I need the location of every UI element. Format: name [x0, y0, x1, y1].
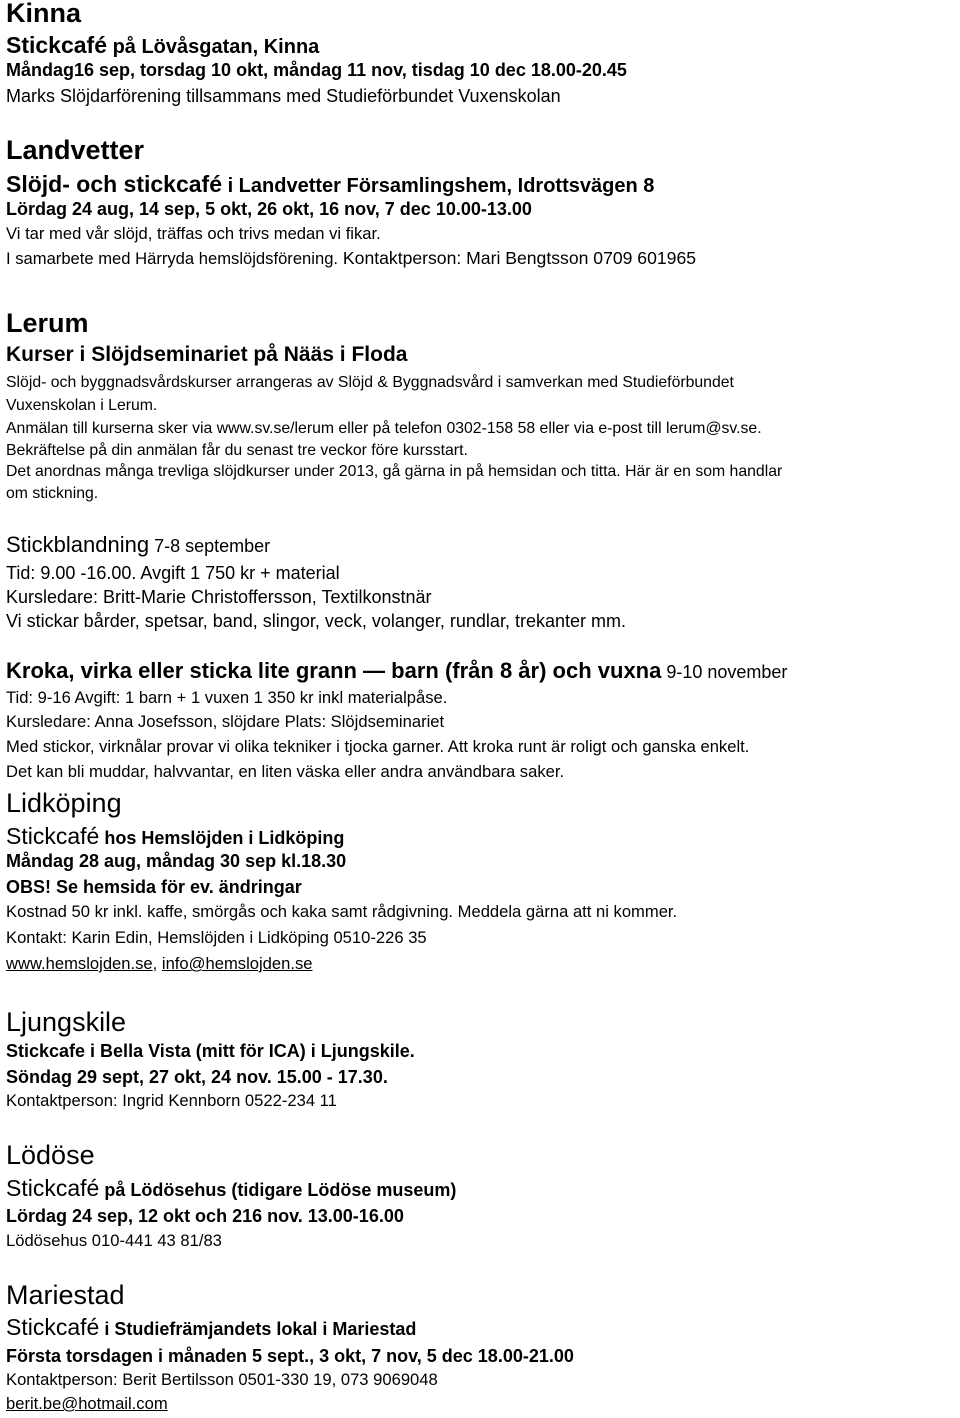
mariestad-title-rest: i Studiefrämjandets lokal i Mariestad	[99, 1319, 417, 1339]
mariestad-contact: Kontaktperson: Berit Bertilsson 0501-330 19, 073 9069048	[6, 1370, 438, 1389]
lodose-phone: Lödösehus 010-441 43 81/83	[6, 1231, 222, 1250]
landvetter-contact	[6, 250, 696, 268]
lodose-heading: Lödöse	[6, 1140, 95, 1170]
lidkoping-link-sep: ,	[152, 954, 162, 973]
ljungskile-title: Stickcafe i Bella Vista (mitt för ICA) i Ljungskile.	[6, 1041, 415, 1061]
landvetter-desc: Vi tar med vår slöjd, träffas och trivs medan vi fikar.	[6, 224, 381, 243]
course-kroka-dates: 9-10 november	[661, 662, 788, 682]
mariestad-email-link[interactable]: berit.be@hotmail.com	[6, 1394, 168, 1413]
mariestad-title	[6, 1316, 416, 1339]
kinna-title	[6, 34, 319, 57]
landvetter-dates: Lördag 24 aug, 14 sep, 5 okt, 26 okt, 16 nov, 7 dec 10.00-13.00	[6, 199, 532, 219]
course-kroka-desc-2: Det kan bli muddar, halvvantar, en liten väska eller andra användbara saker.	[6, 762, 565, 781]
lidkoping-cost: Kostnad 50 kr inkl. kaffe, smörgås och kaka samt rådgivning. Meddela gärna att ni kommer.	[6, 902, 678, 921]
lidkoping-title-rest: hos Hemslöjden i Lidköping	[99, 828, 345, 848]
lidkoping-title	[6, 825, 344, 848]
landvetter-title	[6, 173, 654, 196]
course-kroka-desc-1: Med stickor, virknålar provar vi olika tekniker i tjocka garner. Att kroka runt är roligt och ganska enkelt.	[6, 737, 750, 756]
lerum-line-4: Bekräftelse på din anmälan får du senast tre veckor före kursstart.	[6, 442, 468, 459]
course-kroka-title	[6, 660, 787, 682]
lidkoping-contact: Kontakt: Karin Edin, Hemslöjden i Lidköping 0510-226 35	[6, 928, 427, 947]
lodose-title-big: Stickcafé	[6, 1175, 100, 1201]
kinna-title-big: Stickcafé	[6, 32, 108, 58]
course-stickblandning-title	[6, 534, 270, 556]
landvetter-collab: I samarbete med Härryda hemslöjdsförening.	[6, 249, 339, 268]
course-stickblandning-dates: 7-8 september	[149, 536, 271, 556]
mariestad-heading: Mariestad	[6, 1280, 125, 1310]
mariestad-email-line	[6, 1396, 168, 1413]
course-kroka-time: Tid: 9-16 Avgift: 1 barn + 1 vuxen 1 350 kr inkl materialpåse.	[6, 688, 448, 707]
kinna-organizer: Marks Slöjdarförening tillsammans med Studieförbundet Vuxenskolan	[6, 86, 561, 106]
lodose-title	[6, 1177, 456, 1200]
course-stickblandning-time: Tid: 9.00 -16.00. Avgift 1 750 kr + material	[6, 563, 340, 583]
lidkoping-dates: Måndag 28 aug, måndag 30 sep kl.18.30	[6, 851, 347, 871]
lerum-subheading: Kurser i Slöjdseminariet på Nääs i Floda	[6, 343, 408, 366]
lodose-title-rest: på Lödösehus (tidigare Lödöse museum)	[99, 1180, 457, 1200]
landvetter-heading: Landvetter	[6, 135, 145, 165]
lidkoping-links	[6, 956, 313, 973]
lerum-line-2: Vuxenskolan i Lerum.	[6, 397, 158, 414]
landvetter-title-rest: i Landvetter Församlingshem, Idrottsvägen 8	[222, 175, 655, 197]
lerum-line-6: om stickning.	[6, 485, 99, 502]
ljungskile-dates: Söndag 29 sept, 27 okt, 24 nov. 15.00 - 17.30.	[6, 1067, 388, 1087]
course-kroka-teacher: Kursledare: Anna Josefsson, slöjdare Plats: Slöjdseminariet	[6, 712, 445, 731]
landvetter-title-big: Slöjd- och stickcafé	[6, 171, 223, 197]
course-stickblandning-name: Stickblandning	[6, 532, 150, 557]
landvetter-contact-person: Kontaktperson: Mari Bengtsson 0709 601965	[338, 248, 697, 268]
lidkoping-heading: Lidköping	[6, 788, 122, 818]
lerum-line-5: Det anordnas många trevliga slöjdkurser under 2013, gå gärna in på hemsidan och titta. Här är en som handlar	[6, 463, 783, 480]
kinna-heading: Kinna	[6, 0, 82, 28]
mariestad-title-big: Stickcafé	[6, 1314, 100, 1340]
lidkoping-title-big: Stickcafé	[6, 823, 100, 849]
ljungskile-heading: Ljungskile	[6, 1007, 127, 1037]
kinna-title-rest: på Lövåsgatan, Kinna	[107, 36, 320, 58]
mariestad-dates: Första torsdagen i månaden 5 sept., 3 okt, 7 nov, 5 dec 18.00-21.00	[6, 1346, 574, 1366]
lerum-line-1: Slöjd- och byggnadsvårdskurser arrangeras av Slöjd & Byggnadsvård i samverkan med Studieförbundet	[6, 374, 734, 391]
lidkoping-obs: OBS! Se hemsida för ev. ändringar	[6, 877, 302, 897]
course-stickblandning-desc: Vi stickar bårder, spetsar, band, slingor, veck, volanger, rundlar, trekanter mm.	[6, 611, 626, 631]
course-stickblandning-teacher: Kursledare: Britt-Marie Christoffersson, Textilkonstnär	[6, 587, 432, 607]
lerum-line-3: Anmälan till kurserna sker via www.sv.se/lerum eller på telefon 0302-158 58 eller via e-post till lerum@sv.se.	[6, 420, 762, 437]
lidkoping-email-link[interactable]: info@hemslojden.se	[161, 954, 313, 973]
lidkoping-web-link[interactable]: www.hemslojden.se	[6, 954, 153, 973]
ljungskile-contact: Kontaktperson: Ingrid Kennborn 0522-234 11	[6, 1091, 337, 1110]
lodose-dates: Lördag 24 sep, 12 okt och 216 nov. 13.00-16.00	[6, 1206, 404, 1226]
kinna-dates: Måndag16 sep, torsdag 10 okt, måndag 11 nov, tisdag 10 dec 18.00-20.45	[6, 60, 627, 80]
course-kroka-name: Kroka, virka eller sticka lite grann — barn (från 8 år) och vuxna	[6, 658, 662, 683]
lerum-heading: Lerum	[6, 308, 89, 338]
